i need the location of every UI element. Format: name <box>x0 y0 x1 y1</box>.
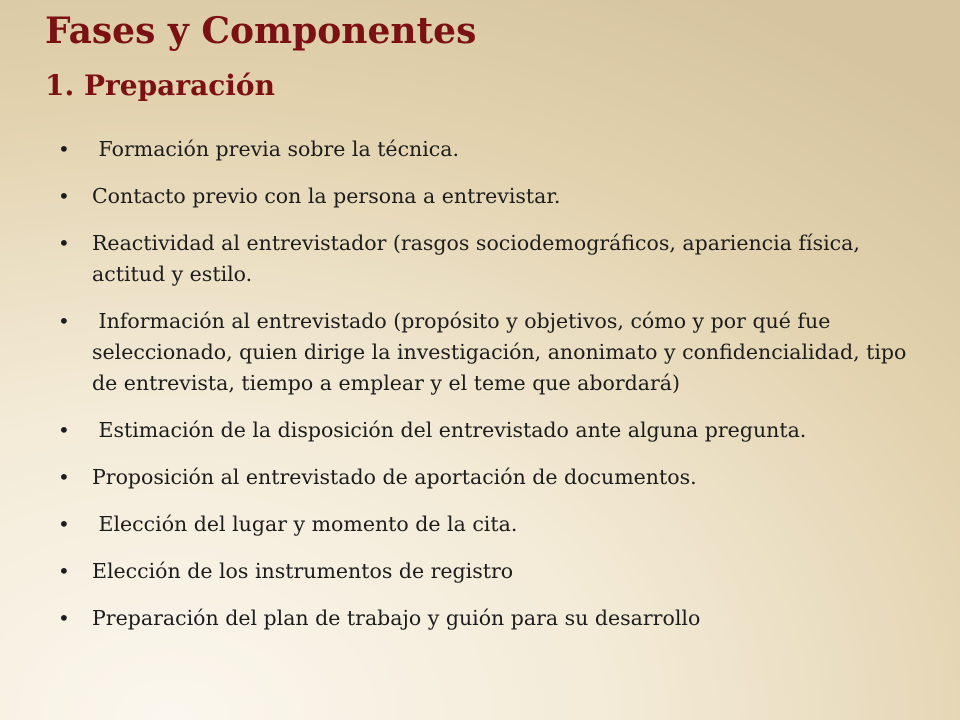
bullet-text: Reactividad al entrevistador (rasgos sociodemográficos, apariencia física, actitud y estilo. <box>92 231 860 286</box>
bullet-item <box>58 603 938 634</box>
bullet-icon: • <box>58 512 70 536</box>
bullet-icon: • <box>58 606 70 630</box>
bullet-item <box>58 415 938 446</box>
bullet-item <box>58 134 938 165</box>
bullet-list <box>58 134 938 650</box>
bullet-item <box>58 306 938 399</box>
bullet-text: Estimación de la disposición del entrevistado ante alguna pregunta. <box>92 418 807 442</box>
bullet-icon: • <box>58 309 70 333</box>
bullet-icon: • <box>58 418 70 442</box>
bullet-text: Contacto previo con la persona a entrevistar. <box>92 184 561 208</box>
section-heading: 1. Preparación <box>45 69 275 102</box>
bullet-icon: • <box>58 559 70 583</box>
bullet-text: Información al entrevistado (propósito y objetivos, cómo y por qué fue seleccionado, quien dirige la investigación, anonimato y confidencialidad, tipo de entrevista, tiempo a emplear y el teme que abordará) <box>92 309 913 395</box>
bullet-item <box>58 556 938 587</box>
bullet-item <box>58 462 938 493</box>
bullet-icon: • <box>58 184 70 208</box>
bullet-text: Elección del lugar y momento de la cita. <box>92 512 518 536</box>
slide-title: Fases y Componentes <box>45 10 477 52</box>
bullet-text: Elección de los instrumentos de registro <box>92 559 514 583</box>
bullet-icon: • <box>58 465 70 489</box>
bullet-icon: • <box>58 231 70 255</box>
bullet-text: Formación previa sobre la técnica. <box>92 137 460 161</box>
bullet-text: Proposición al entrevistado de aportación de documentos. <box>92 465 697 489</box>
bullet-item <box>58 509 938 540</box>
bullet-text: Preparación del plan de trabajo y guión para su desarrollo <box>92 606 701 630</box>
bullet-item <box>58 228 938 290</box>
bullet-item <box>58 181 938 212</box>
bullet-icon: • <box>58 137 70 161</box>
